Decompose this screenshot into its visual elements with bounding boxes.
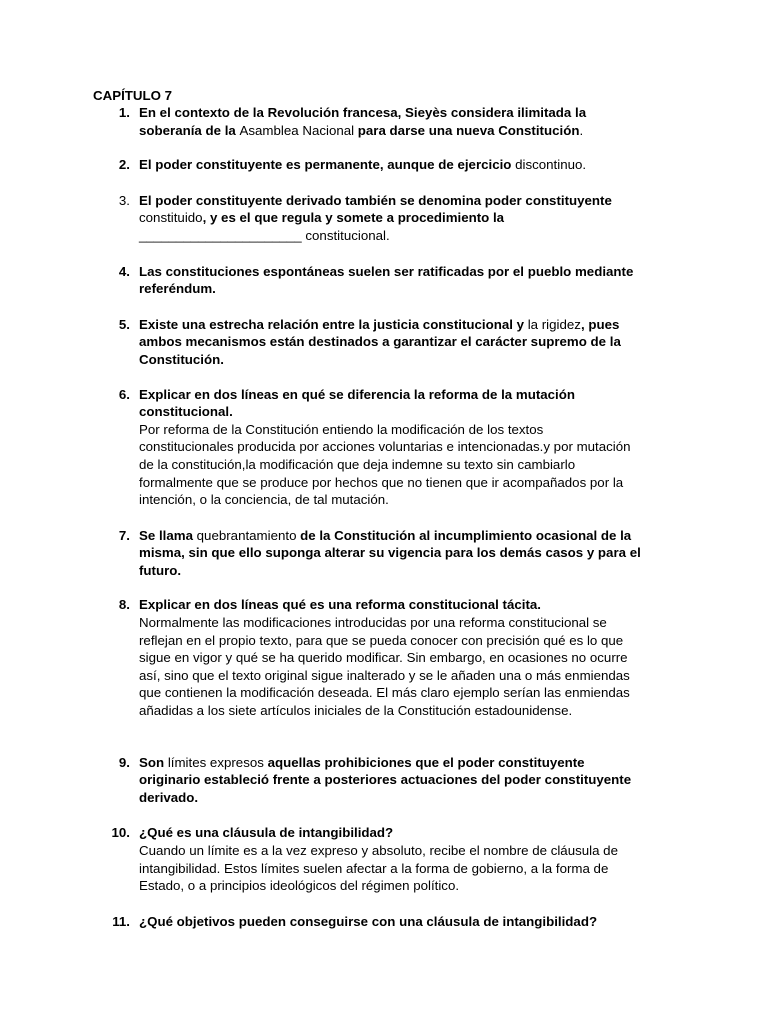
answer-line: sigue en vigor y qué se ha querido modificar. Sin embargo, en ocasiones no ocurre	[139, 650, 628, 666]
answer-line: Estado, o a principios ideológicos del régimen político.	[139, 878, 460, 894]
question-line: Explicar en dos líneas qué es una reforma constitucional tácita.	[139, 597, 541, 613]
question-number: 4.	[118, 263, 130, 279]
question-number: 8.	[118, 597, 130, 613]
question-item-3	[0, 192, 768, 245]
answer-line: intangibilidad. Estos límites suelen afectar a la forma de gobierno, a la forma de	[139, 860, 609, 876]
question-line: ______________________ constitucional.	[139, 227, 390, 243]
question-item-6	[0, 386, 768, 509]
answer-line: así, sino que el texto original sigue inalterado y se le añaden una o más enmiendas	[139, 667, 630, 683]
answer-line: formalmente que se produce por hechos que no tienen que ir acompañados por la	[139, 474, 624, 490]
question-line: ambos mecanismos están destinados a garantizar el carácter supremo de la	[139, 334, 621, 350]
question-list	[0, 104, 768, 930]
question-line: misma, sin que ello suponga alterar su vigencia para los demás casos y para el	[139, 545, 641, 561]
answer-line: que contienen la modificación deseada. El más claro ejemplo serían las enmiendas	[139, 685, 630, 701]
question-line: El poder constituyente es permanente, aunque de ejercicio discontinuo.	[139, 157, 587, 173]
answer-line: Normalmente las modificaciones introducidas por una reforma constitucional se	[139, 615, 607, 631]
question-item-4	[0, 263, 768, 298]
question-line: Se llama quebrantamiento de la Constitución al incumplimiento ocasional de la	[139, 527, 632, 543]
question-line: Son límites expresos aquellas prohibiciones que el poder constituyente	[139, 754, 585, 770]
question-number: 7.	[118, 527, 130, 543]
answer-line: Por reforma de la Constitución entiendo la modificación de los textos	[139, 421, 544, 437]
question-line: Las constituciones espontáneas suelen ser ratificadas por el pueblo mediante	[139, 263, 634, 279]
question-number: 1.	[118, 105, 130, 120]
answer-line: Cuando un límite es a la vez expreso y absoluto, recibe el nombre de cláusula de	[139, 843, 618, 858]
question-line: ¿Qué es una cláusula de intangibilidad?	[139, 825, 394, 841]
question-item-1	[0, 104, 768, 139]
question-line: Explicar en dos líneas en qué se diferencia la reforma de la mutación	[139, 386, 575, 402]
question-number: 2.	[118, 157, 130, 173]
question-line: derivado.	[139, 789, 199, 805]
answer-line: constitucionales producida por acciones voluntarias e intencionadas.y por mutación	[139, 439, 631, 455]
question-line: Constitución.	[139, 351, 224, 367]
answer-line: añadidas a los siete artículos iniciales de la Constitución estadounidense.	[139, 703, 573, 719]
chapter-title: CAPÍTULO 7	[93, 88, 173, 103]
question-number: 5.	[118, 316, 130, 332]
question-item-11	[0, 913, 768, 931]
question-item-9	[0, 754, 768, 807]
question-number: 10.	[111, 825, 130, 841]
question-line: constituido, y es el que regula y somete a procedimiento la	[139, 210, 505, 226]
question-item-5	[0, 316, 768, 369]
question-line: constitucional.	[139, 404, 233, 420]
question-number: 3.	[118, 192, 130, 208]
question-item-8	[0, 596, 768, 719]
question-number: 6.	[118, 386, 130, 402]
question-line: soberanía de la Asamblea Nacional para darse una nueva Constitución.	[139, 122, 584, 138]
answer-line: intención, o la conciencia, de tal mutación.	[139, 492, 389, 508]
question-number: 9.	[118, 754, 130, 770]
answer-line: reflejan en el propio texto, para que se pueda conocer con precisión qué es lo que	[139, 632, 624, 648]
question-line: El poder constituyente derivado también se denomina poder constituyente	[139, 192, 612, 208]
question-item-7	[0, 527, 768, 580]
question-item-10	[0, 824, 768, 894]
question-line: En el contexto de la Revolución francesa, Sieyès considera ilimitada la	[139, 105, 587, 120]
question-line: Existe una estrecha relación entre la justicia constitucional y la rigidez, pues	[139, 316, 620, 332]
question-line: originario estableció frente a posteriores actuaciones del poder constituyente	[139, 772, 632, 788]
question-line: ¿Qué objetivos pueden conseguirse con una cláusula de intangibilidad?	[139, 913, 598, 929]
question-item-2	[0, 156, 768, 174]
answer-line: de la constitución,la modificación que deja indemne su texto sin cambiarlo	[139, 456, 576, 472]
question-line: referéndum.	[139, 281, 216, 297]
question-number: 11.	[112, 913, 130, 929]
question-line: futuro.	[139, 562, 182, 578]
